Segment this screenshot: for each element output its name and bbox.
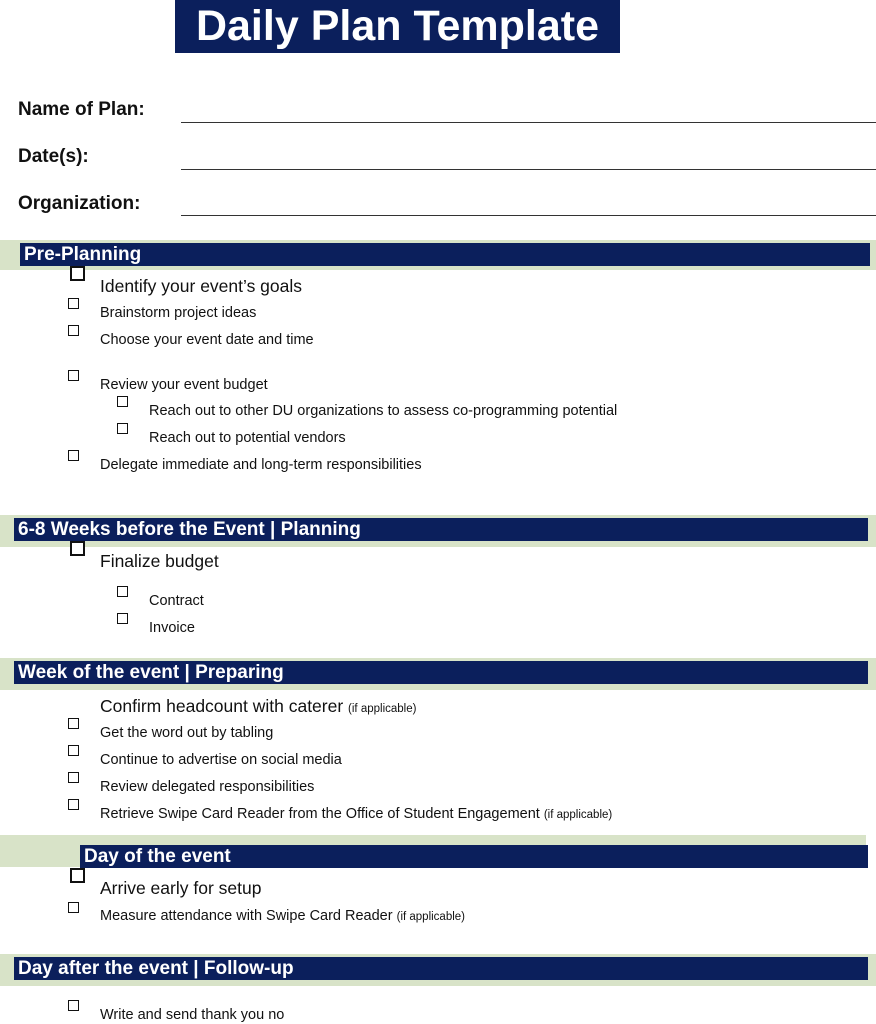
checkbox[interactable] [68,325,79,336]
checkbox[interactable] [68,745,79,756]
task-label: Measure attendance with Swipe Card Reader (if applicable) [100,908,466,924]
section-header-preparing: Week of the event | Preparing [14,661,868,684]
task-label: Delegate immediate and long-term responsibilities [100,457,422,473]
checkbox[interactable] [68,772,79,783]
checkbox[interactable] [70,266,85,281]
task-label: Contract [149,593,204,609]
task-label: Arrive early for setup [100,878,262,898]
task-label: Reach out to potential vendors [149,430,346,446]
checkbox[interactable] [117,613,128,624]
section-header-follow-up: Day after the event | Follow-up [14,957,868,980]
note: (if applicable) [396,911,466,923]
section-header-pre-planning: Pre-Planning [20,243,870,266]
task-label: Brainstorm project ideas [100,305,257,321]
checkbox[interactable] [68,718,79,729]
task-label: Review your event budget [100,377,268,393]
checkbox[interactable] [68,370,79,381]
checkbox[interactable] [70,541,85,556]
page-title: Daily Plan Template [176,0,619,52]
section-header-day-of: Day of the event [80,845,868,868]
checkbox[interactable] [117,423,128,434]
dates-field[interactable] [181,169,876,170]
checkbox[interactable] [68,450,79,461]
task-label: Retrieve Swipe Card Reader from the Office of Student Engagement (if applicable) [100,806,613,822]
section-header-planning: 6-8 Weeks before the Event | Planning [14,518,868,541]
task-label: Review delegated responsibilities [100,779,315,795]
checkbox[interactable] [117,396,128,407]
task-label: Get the word out by tabling [100,725,274,741]
organization-label: Organization: [18,193,141,214]
name-of-plan-label: Name of Plan: [18,99,145,120]
checkbox[interactable] [68,902,79,913]
checkbox[interactable] [68,298,79,309]
task-label: Choose your event date and time [100,332,314,348]
task-label: Invoice [149,620,195,636]
note: (if applicable) [348,703,417,715]
task-label: Write and send thank you no [100,1007,285,1023]
checkbox[interactable] [68,1000,79,1011]
dates-label: Date(s): [18,146,89,167]
task-label: Continue to advertise on social media [100,752,342,768]
task-label: Reach out to other DU organizations to assess co-programming potential [149,403,618,419]
task-label: Finalize budget [100,551,219,571]
task-label: Identify your event’s goals [100,276,303,296]
checkbox[interactable] [117,586,128,597]
note: (if applicable) [543,809,613,821]
task-label: Confirm headcount with caterer (if applicable) [100,696,417,716]
organization-field[interactable] [181,215,876,216]
checkbox[interactable] [68,799,79,810]
name-of-plan-field[interactable] [181,122,876,123]
checkbox[interactable] [70,868,85,883]
